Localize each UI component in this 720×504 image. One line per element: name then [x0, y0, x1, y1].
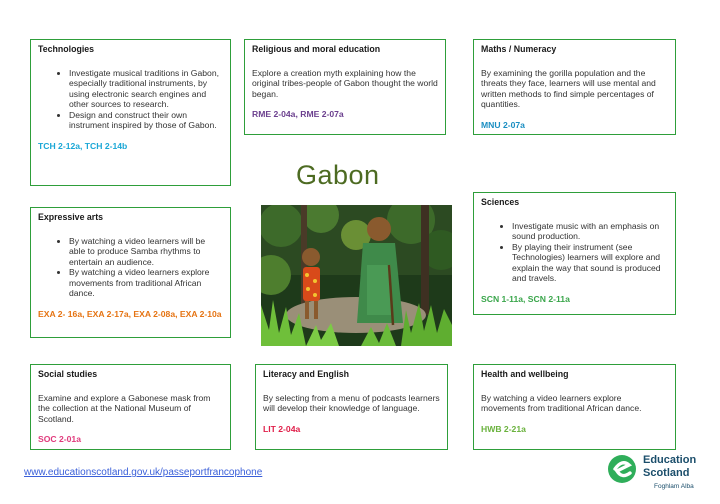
maths-text: By examining the gorilla population and the threats they face, learners will use mental and written methods to find simple percentages of quantities.: [481, 67, 656, 110]
expressive-arts-bullets: [38, 236, 223, 299]
list-item: • By watching a video learners will be able to produce Samba rhythms to entertain an audience.: [69, 236, 223, 267]
health-box: [473, 364, 676, 450]
literacy-text: By selecting from a menu of podcasts learners will develop their knowledge of language.: [263, 392, 440, 414]
jungle-scene-image: [261, 205, 452, 346]
social-studies-title: Social studies: [38, 369, 98, 379]
education-scotland-logo: [607, 451, 707, 493]
rme-title: Religious and moral education: [252, 44, 381, 54]
list-item: • By watching a video learners explore movements from traditional African dance.: [69, 267, 223, 298]
literacy-code: LIT 2-04a: [263, 423, 301, 434]
list-item: • Investigate music with an emphasis on sound production.: [512, 221, 668, 242]
page-title: Gabon: [296, 160, 380, 190]
expressive-arts-title: Expressive arts: [38, 212, 104, 222]
technologies-title: Technologies: [38, 44, 95, 54]
expressive-arts-code: EXA 2- 16a, EXA 2-17a, EXA 2-08a, EXA 2-10a: [38, 308, 222, 319]
social-studies-code: SOC 2-01a: [38, 434, 81, 445]
technologies-bullets: [38, 68, 223, 131]
health-code: HWB 2-21a: [481, 423, 526, 434]
expressive-arts-box: [30, 207, 231, 338]
list-item: • Investigate musical traditions in Gabon, especially traditional instruments, by using electronic search engines and other sources to research.: [69, 68, 223, 110]
logo-line3: Foghlam Alba: [654, 483, 694, 490]
logo-line1: Education: [643, 454, 697, 466]
logo-line2: Scotland: [643, 467, 690, 479]
rme-code: RME 2-04a, RME 2-07a: [252, 109, 344, 120]
literacy-box: [255, 364, 448, 450]
list-item: • By playing their instrument (see Technologies) learners will explore and explain the way that sound is produced and travels.: [512, 242, 668, 284]
social-studies-box: [30, 364, 231, 450]
health-title: Health and wellbeing: [481, 369, 569, 379]
technologies-box: [30, 39, 231, 186]
health-text: By watching a video learners explore movements from traditional African dance.: [481, 392, 642, 414]
maths-title: Maths / Numeracy: [481, 44, 557, 54]
literacy-title: Literacy and English: [263, 369, 350, 379]
sciences-bullets: [481, 221, 668, 284]
sciences-code: SCN 1-11a, SCN 2-11a: [481, 293, 570, 304]
rme-text: Explore a creation myth explaining how the original tribes-people of Gabon thought the world began.: [252, 67, 438, 99]
footer-link[interactable]: www.educationscotland.gov.uk/passeportfrancophone: [24, 467, 263, 478]
rme-box: [244, 39, 446, 135]
education-scotland-logo-icon: [607, 453, 637, 485]
maths-box: [473, 39, 676, 135]
list-item: • Design and construct their own instrument inspired by those of Gabon.: [69, 110, 223, 131]
maths-code: MNU 2-07a: [481, 119, 525, 130]
social-studies-text: Examine and explore a Gabonese mask from the collection at the National Museum of Scotland.: [38, 392, 211, 424]
sciences-box: [473, 192, 676, 315]
jungle-illustration: [261, 205, 452, 346]
sciences-title: Sciences: [481, 197, 520, 207]
technologies-code: TCH 2-12a, TCH 2-14b: [38, 140, 128, 151]
